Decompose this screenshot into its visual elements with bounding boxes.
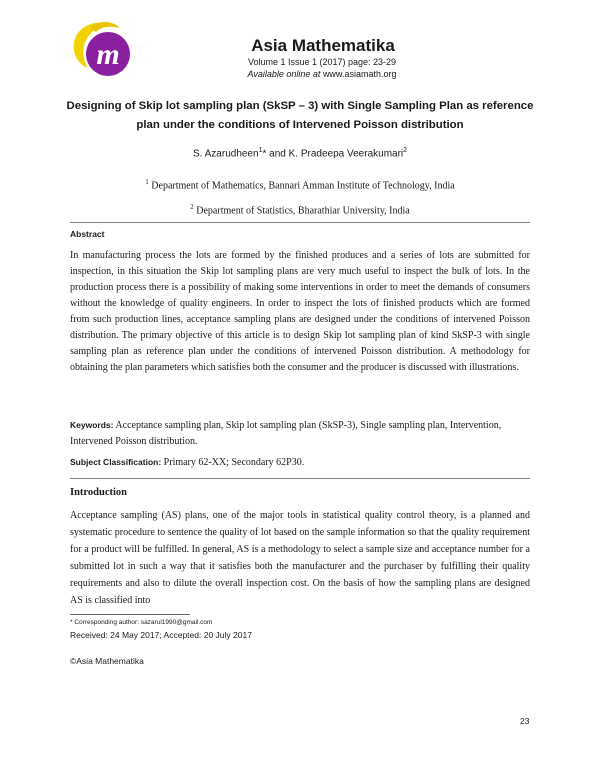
author-1-affil: 1 (258, 147, 263, 154)
page-number: 23 (520, 716, 530, 726)
author-line (0, 147, 600, 159)
journal-url[interactable]: www.asiamath.org (322, 69, 397, 79)
abstract-text: In manufacturing process the lots are formed by the finished produces and a series of lots are submitted for inspection, in this situation the Skip lot sampling plans are very much useful to inspect the bulk of lots. In the production process there is a possibility of making some interventions in order to meet the demands of consumers without the knowledge of quality engineers. In order to inspect the lots of finished products which are formed from such production lines, acceptance sampling plans are designed under the conditions of intervened Poisson distribution. The primary objective of this article is to design Skip lot sampling plan of kind SkSP-3 with single sampling plan as reference plan under the conditions of intervened Poisson distribution. A methodology for obtaining the plan parameters which satisfies both the consumer and the producer is discussed with illustrations. (70, 250, 530, 373)
divider-top (70, 222, 530, 223)
introduction-text: Acceptance sampling (AS) plans, one of the major tools in statistical quality control theory, is a planned and systematic procedure to sentence the quality of lot based on the sample information so that the quality requirement for a product will be fulfilled. In general, AS is a methodology to select a sample size and acceptance number for a submitted lot in such a way that it satisfies both the manufacturer and the purchaser by fulfilling their quality requirements and also to dilute the overall inspection cost. On the basis of how the sampling plans are designed AS is classified into (70, 510, 530, 606)
subject-label: Subject Classification: (70, 457, 162, 467)
subject-classification (70, 457, 304, 468)
author-2: K. Pradeepa Veerakumari (288, 148, 404, 160)
received-accepted-dates: Received: 24 May 2017; Accepted: 20 July 2017 (70, 630, 252, 640)
author-and: and (266, 148, 289, 160)
keywords-text: Acceptance sampling plan, Skip lot sampling plan (SkSP-3), Single sampling plan, Intervention, Intervened Poisson distribution. (70, 420, 502, 447)
online-label: Available online at (247, 69, 321, 79)
affiliation-1 (0, 178, 600, 191)
logo-letter: m (96, 38, 120, 71)
journal-volume (0, 57, 600, 67)
journal-name-text: Asia Mathematika (251, 36, 395, 55)
author-1: S. Azarudheen (192, 148, 259, 160)
affiliation-2-text: Department of Statistics, Bharathiar University, India (196, 205, 410, 217)
affiliation-1-sup: 1 (145, 178, 149, 186)
introduction-heading: Introduction (70, 487, 127, 498)
abstract-heading: Abstract (70, 229, 105, 239)
footnote-divider (70, 614, 190, 615)
paper-title: Designing of Skip lot sampling plan (SkSP – 3) with Single Sampling Plan as reference plan under the conditions of Intervened Poisson distribution (66, 100, 534, 131)
author-2-affil: 2 (403, 147, 408, 154)
journal-volume-text: Volume 1 Issue 1 (2017) page: 23-29 (247, 57, 397, 67)
copyright-notice: ©Asia Mathematika (70, 656, 144, 666)
divider-middle (70, 478, 530, 479)
corresponding-author-note: * Corresponding author: sazarul1990@gmail.com (70, 619, 213, 626)
affiliation-2 (0, 203, 600, 216)
keywords-label: Keywords: (70, 420, 114, 430)
keywords (70, 417, 530, 450)
affiliation-1-text: Department of Mathematics, Bannari Amman Institute of Technology, India (151, 180, 455, 192)
journal-online (0, 69, 600, 79)
journal-name (0, 36, 600, 56)
affiliation-2-sup: 2 (190, 203, 194, 211)
corresponding-star: * (262, 148, 267, 160)
subject-text: Primary 62-XX; Secondary 62P30. (161, 457, 305, 468)
